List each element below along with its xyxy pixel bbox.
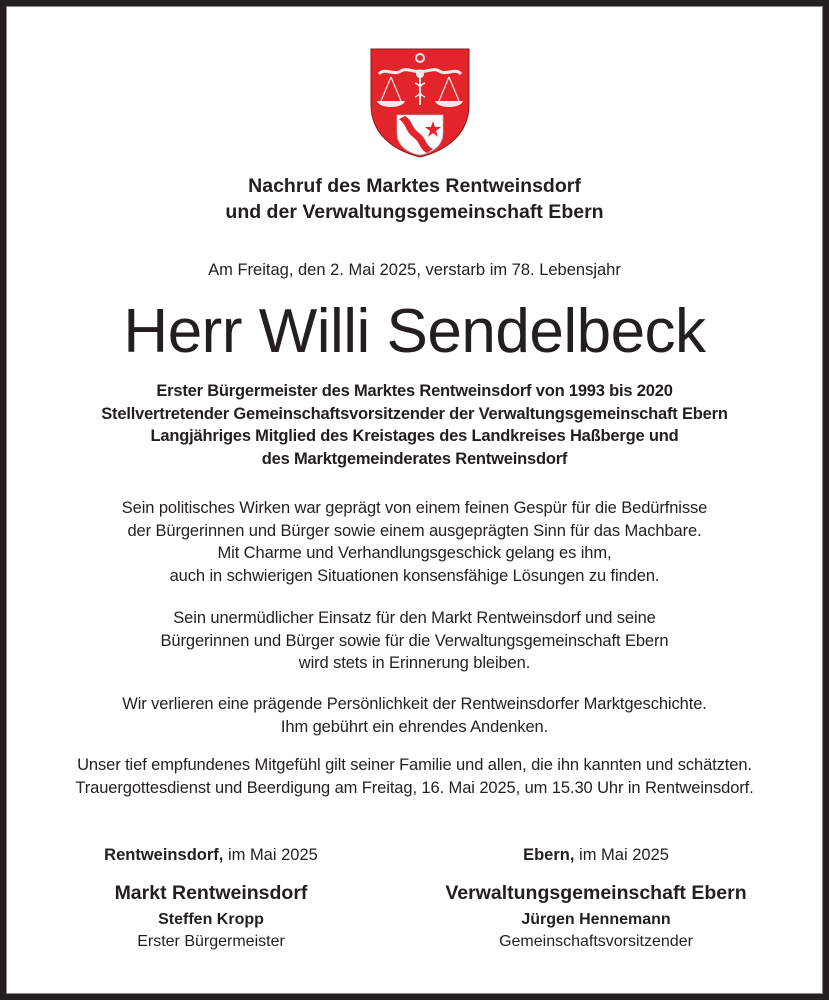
condolence-funeral-paragraph <box>6 754 823 799</box>
heading-line: Nachruf des Marktes Rentweinsdorf <box>248 175 581 197</box>
role-line: Erster Bürgermeister des Marktes Rentweinsdorf von 1993 bis 2020 <box>156 382 673 400</box>
paragraph-line: Ihm gebührt ein ehrendes Andenken. <box>280 717 549 736</box>
obituary-notice <box>6 6 823 994</box>
signature-place: Ebern, <box>523 846 575 864</box>
signature-organization: Markt Rentweinsdorf <box>114 882 308 904</box>
coat-of-arms-icon <box>367 43 473 159</box>
paragraph-line: Wir verlieren eine prägende Persönlichkeit der Rentweinsdorfer Marktgeschichte. <box>122 695 707 713</box>
tribute-paragraph <box>6 693 823 738</box>
death-dateline: Am Freitag, den 2. Mai 2025, verstarb im 78. Lebensjahr <box>208 261 621 279</box>
paragraph-line: Trauergottesdienst und Beerdigung am Freitag, 16. Mai 2025, um 15.30 Uhr in Rentweinsdorf. <box>75 778 754 797</box>
signature-block-ebern <box>396 844 796 953</box>
signature-place: Rentweinsdorf, <box>104 846 224 864</box>
signature-date: im Mai 2025 <box>223 846 318 864</box>
signature-person: Steffen Kropp <box>158 911 264 928</box>
tribute-paragraph <box>6 607 823 675</box>
paragraph-line: Sein politisches Wirken war geprägt von einem feinen Gespür für die Bedürfnisse <box>121 499 708 517</box>
heading-line: und der Verwaltungsgemeinschaft Ebern <box>225 201 604 223</box>
tribute-paragraph <box>6 497 823 587</box>
signature-title: Erster Bürgermeister <box>137 933 285 950</box>
paragraph-line: Mit Charme und Verhandlungsgeschick gelang es ihm, <box>217 544 612 562</box>
paragraph-line: der Bürgerinnen und Bürger sowie einem ausgeprägten Sinn für das Machbare. <box>127 521 702 540</box>
signature-block-rentweinsdorf <box>46 844 376 953</box>
role-line: des Marktgemeinderates Rentweinsdorf <box>261 449 568 468</box>
paragraph-line: Bürgerinnen und Bürger sowie für die Verwaltungsgemeinschaft Ebern <box>160 631 669 650</box>
role-line: Langjähriges Mitglied des Kreistages des Landkreises Haßberge und <box>150 427 679 445</box>
roles-list <box>6 380 823 470</box>
signature-place-date <box>46 844 376 866</box>
role-line: Stellvertretender Gemeinschaftsvorsitzender der Verwaltungsgemeinschaft Ebern <box>101 404 728 423</box>
paragraph-line: wird stets in Erinnerung bleiben. <box>298 654 531 672</box>
notice-heading <box>6 173 823 225</box>
signature-organization: Verwaltungsgemeinschaft Ebern <box>445 882 747 904</box>
paragraph-line: auch in schwierigen Situationen konsensfähige Lösungen zu finden. <box>169 566 660 585</box>
deceased-name: Herr Willi Sendelbeck <box>123 297 706 366</box>
signature-date: im Mai 2025 <box>574 846 669 864</box>
paragraph-line: Unser tief empfundenes Mitgefühl gilt seiner Familie und allen, die ihn kannten und schätzten. <box>77 756 752 774</box>
paragraph-line: Sein unermüdlicher Einsatz für den Markt Rentweinsdorf und seine <box>173 609 656 627</box>
signature-person: Jürgen Hennemann <box>521 911 671 928</box>
signature-title: Gemeinschaftsvorsitzender <box>499 933 693 950</box>
signature-place-date <box>396 844 796 866</box>
